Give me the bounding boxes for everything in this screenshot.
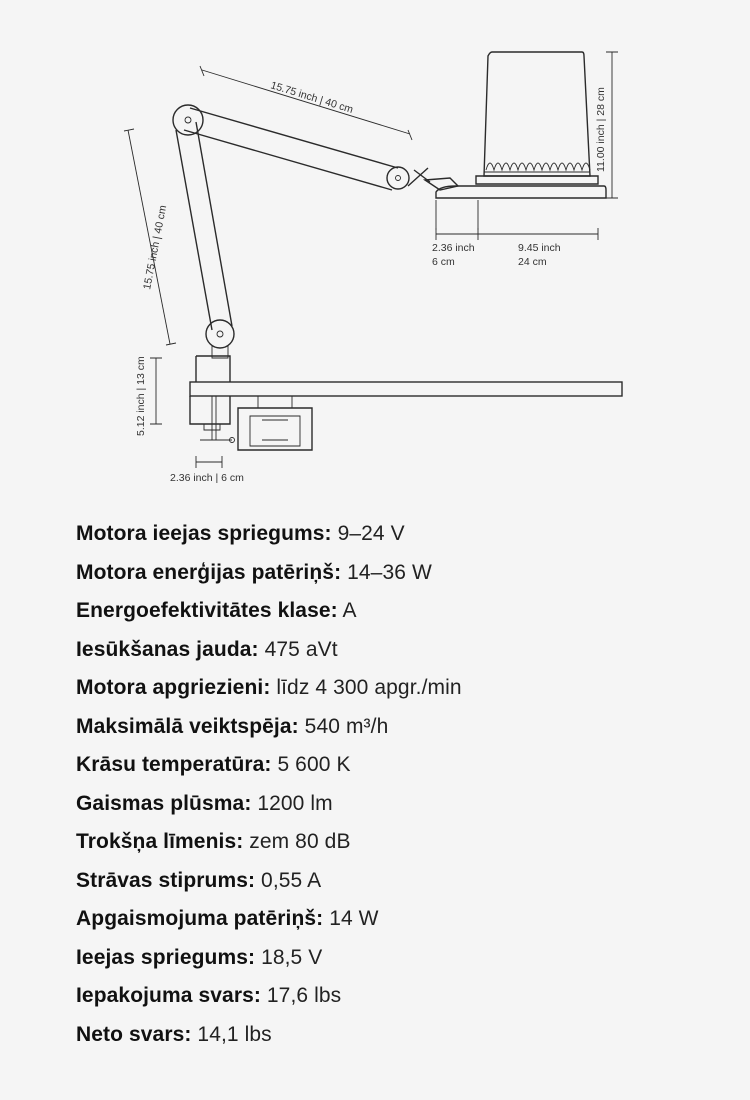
spec-label: Trokšņa līmenis:	[76, 830, 244, 853]
spec-value: A	[342, 599, 357, 622]
spec-value: 475 aVt	[264, 637, 338, 661]
dim-clamp-width-label: 2.36 inch | 6 cm	[170, 472, 244, 484]
spec-label: Strāvas stiprums:	[76, 868, 256, 892]
spec-row	[76, 785, 716, 824]
spec-value: 0,55 A	[261, 868, 322, 892]
lower-arm	[176, 122, 234, 358]
dim-neck-cm-label: 6 cm	[432, 256, 455, 268]
spec-row	[76, 939, 716, 978]
spec-row	[76, 554, 716, 593]
spec-value: 9–24 V	[337, 522, 405, 545]
spec-value: 5 600 K	[277, 753, 351, 776]
dim-hood-inch-label: 9.45 inch	[518, 242, 561, 254]
dim-arm-lower-label: 15.75 inch | 40 cm	[141, 204, 170, 291]
spec-row	[76, 708, 716, 747]
spec-row	[76, 515, 716, 554]
spec-row	[76, 977, 716, 1016]
dim-neck-inch-label: 2.36 inch	[432, 242, 475, 254]
spec-list	[76, 515, 716, 1054]
spec-label: Motora enerģijas patēriņš:	[76, 560, 342, 584]
spec-label: Maksimālā veiktspēja:	[76, 714, 299, 738]
spec-label: Motora apgriezieni:	[76, 676, 271, 699]
spec-value: līdz 4 300 apgr./min	[276, 676, 462, 699]
spec-label: Gaismas plūsma:	[76, 791, 252, 815]
spec-row	[76, 823, 716, 862]
spec-value: 17,6 lbs	[266, 984, 342, 1007]
spec-value: 14–36 W	[347, 560, 432, 584]
clamp	[190, 356, 235, 443]
spec-value: 540 m³/h	[304, 714, 389, 738]
upper-arm	[173, 105, 458, 190]
product-dimension-diagram	[0, 0, 750, 500]
spec-value: zem 80 dB	[249, 830, 351, 853]
dim-clamp-height-label: 5.12 inch | 13 cm	[135, 356, 147, 436]
motor-unit	[238, 396, 312, 450]
spec-label: Iepakojuma svars:	[76, 984, 261, 1007]
spec-label: Krāsu temperatūra:	[76, 753, 272, 776]
spec-row	[76, 862, 716, 901]
table-top	[190, 382, 622, 396]
dim-height-label: 11.00 inch | 28 cm	[595, 87, 607, 172]
spec-label: Energoefektivitātes klase:	[76, 599, 338, 622]
dim-hood-cm-label: 24 cm	[518, 256, 547, 268]
spec-value: 1200 lm	[257, 791, 333, 815]
spec-row	[76, 631, 716, 670]
spec-row	[76, 746, 716, 785]
spec-row	[76, 1016, 716, 1055]
spec-label: Apgaismojuma patēriņš:	[76, 907, 324, 930]
extractor-hood	[436, 52, 606, 198]
spec-value: 14,1 lbs	[197, 1022, 272, 1046]
spec-label: Ieejas spriegums:	[76, 945, 256, 969]
dim-arm-upper-label: 15.75 inch | 40 cm	[269, 79, 355, 116]
spec-value: 14 W	[329, 907, 379, 930]
spec-row	[76, 669, 716, 708]
spec-row	[76, 900, 716, 939]
spec-label: Neto svars:	[76, 1022, 192, 1046]
spec-label: Motora ieejas spriegums:	[76, 522, 332, 545]
spec-value: 18,5 V	[261, 945, 323, 969]
spec-label: Iesūkšanas jauda:	[76, 637, 259, 661]
spec-row	[76, 592, 716, 631]
